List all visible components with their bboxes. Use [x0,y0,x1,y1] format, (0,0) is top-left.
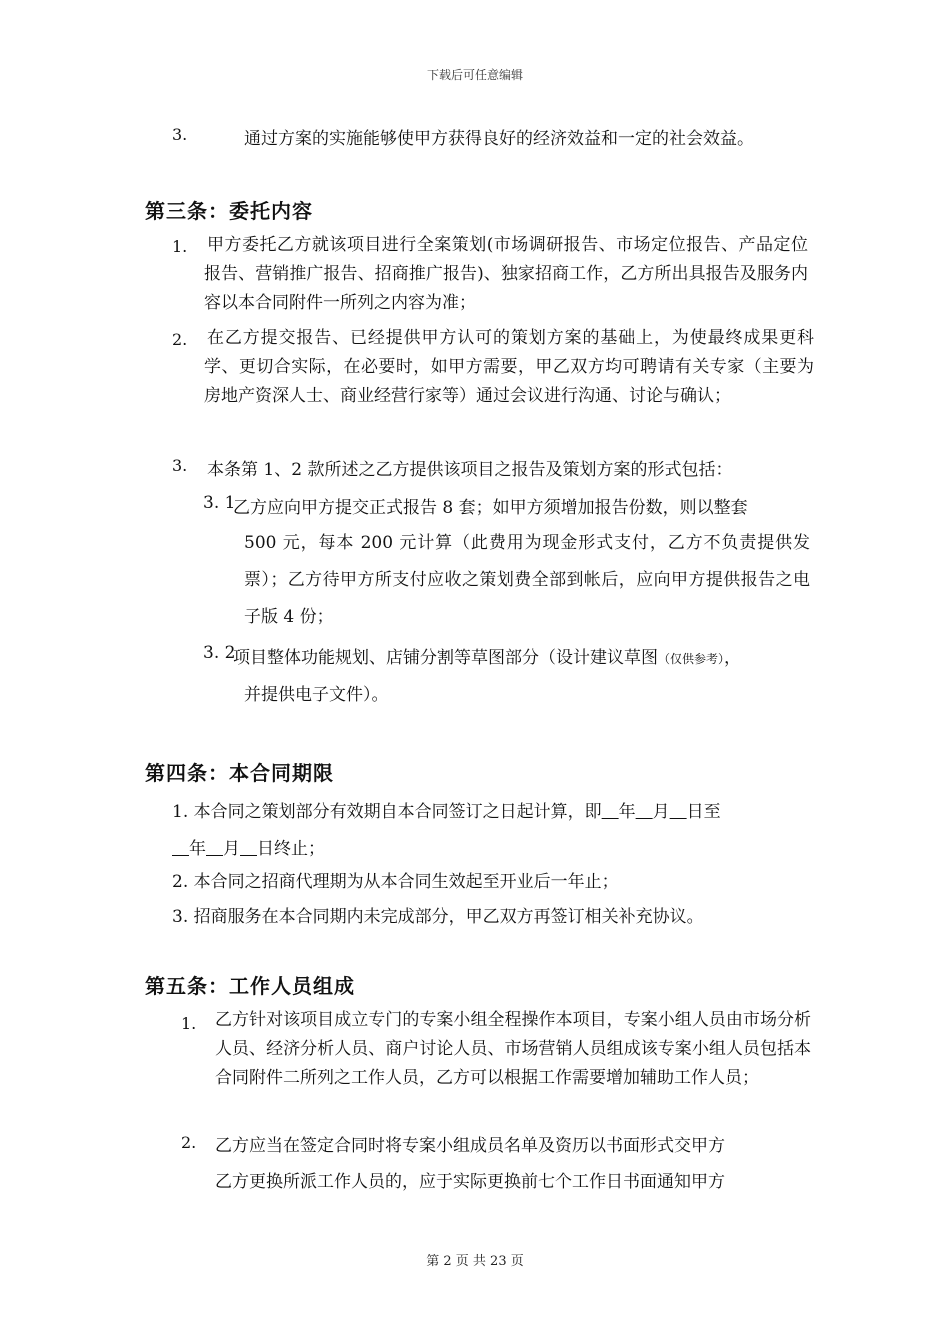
art5-item2-line1: 乙方应当在签定合同时将专案小组成员名单及资历以书面形式交甲方 [215,1136,725,1156]
article-3-title: 第三条：委托内容 [145,199,313,223]
art3-item2-number: 2. [172,330,188,349]
page-header: 下载后可任意编辑 [426,68,523,82]
article-4-title: 第四条：本合同期限 [145,761,334,785]
art5-item2-number: 2. [181,1133,197,1152]
art3-item1-text: 甲方委托乙方就该项目进行全案策划(市场调研报告、市场定位报告、产品定位报告、营销推广报告、招商推广报告)、独家招商工作，乙方所出具报告及服务内容以本合同附件一所列之内容为准； [204,235,808,313]
art3-sub2-line2: 并提供电子文件）。 [244,685,389,705]
art3-sub1-line1: 乙方应向甲方提交正式报告 8 套；如甲方须增加报告份数，则以整套 [233,498,748,518]
art4-item1-line2: 年 月 日终止； [189,839,325,859]
art5-item1-number: 1. [181,1014,197,1033]
art3-sub1-number: 3. 1 [203,493,236,513]
art5-item1-text: 乙方针对该项目成立专门的专案小组全程操作本项目，专案小组人员由市场分析人员、经济分析人员、商户讨论人员、市场营销人员组成该专案小组人员包括本合同附件二所列之工作人员，乙方可以根据工作需要增加辅助工作人员； [215,1010,811,1088]
art4-item1-line1: 1. 本合同之策划部分有效期自本合同签订之日起计算，即 年 月 日至 [172,802,721,822]
art5-item2-line2: 乙方更换所派工作人员的，应于实际更换前七个工作日书面通知甲方 [215,1172,725,1192]
art3-sub1-rest: 500 元，每本 200 元计算（此费用为现金形式支付，乙方不负责提供发票）；乙方待甲方所支付应收之策划费全部到帐后，应向甲方提供报告之电子版 4 份； [244,533,810,627]
art3-item3-text: 本条第 1、2 款所述之乙方提供该项目之报告及策划方案的形式包括： [207,460,733,480]
art4-item2: 2. 本合同之招商代理期为从本合同生效起至开业后一年止； [172,872,619,892]
page-footer: 第 2 页 共 23 页 [426,1254,524,1269]
art4-item3: 3. 招商服务在本合同期内未完成部分，甲乙双方再签订相关补充协议。 [172,907,704,927]
article-5-title: 第五条：工作人员组成 [145,974,355,998]
intro-item-text: 通过方案的实施能够使甲方获得良好的经济效益和一定的社会效益。 [244,129,754,149]
art3-item2-text: 在乙方提交报告、已经提供甲方认可的策划方案的基础上，为使最终成果更科学、更切合实际，在必要时，如甲方需要，甲乙双方均可聘请有关专家（主要为房地产资深人士、商业经营行家等）通过会议进行沟通、讨论与确认； [204,328,814,406]
art3-item3-number: 3. [172,456,188,475]
art3-sub2-line1: 项目整体功能规划、店铺分割等草图部分（设计建议草图（仅供参考）， [233,648,742,668]
art3-sub2-number: 3. 2 [203,643,236,663]
art3-item1-number: 1. [172,237,188,256]
intro-item-number: 3. [172,125,188,144]
